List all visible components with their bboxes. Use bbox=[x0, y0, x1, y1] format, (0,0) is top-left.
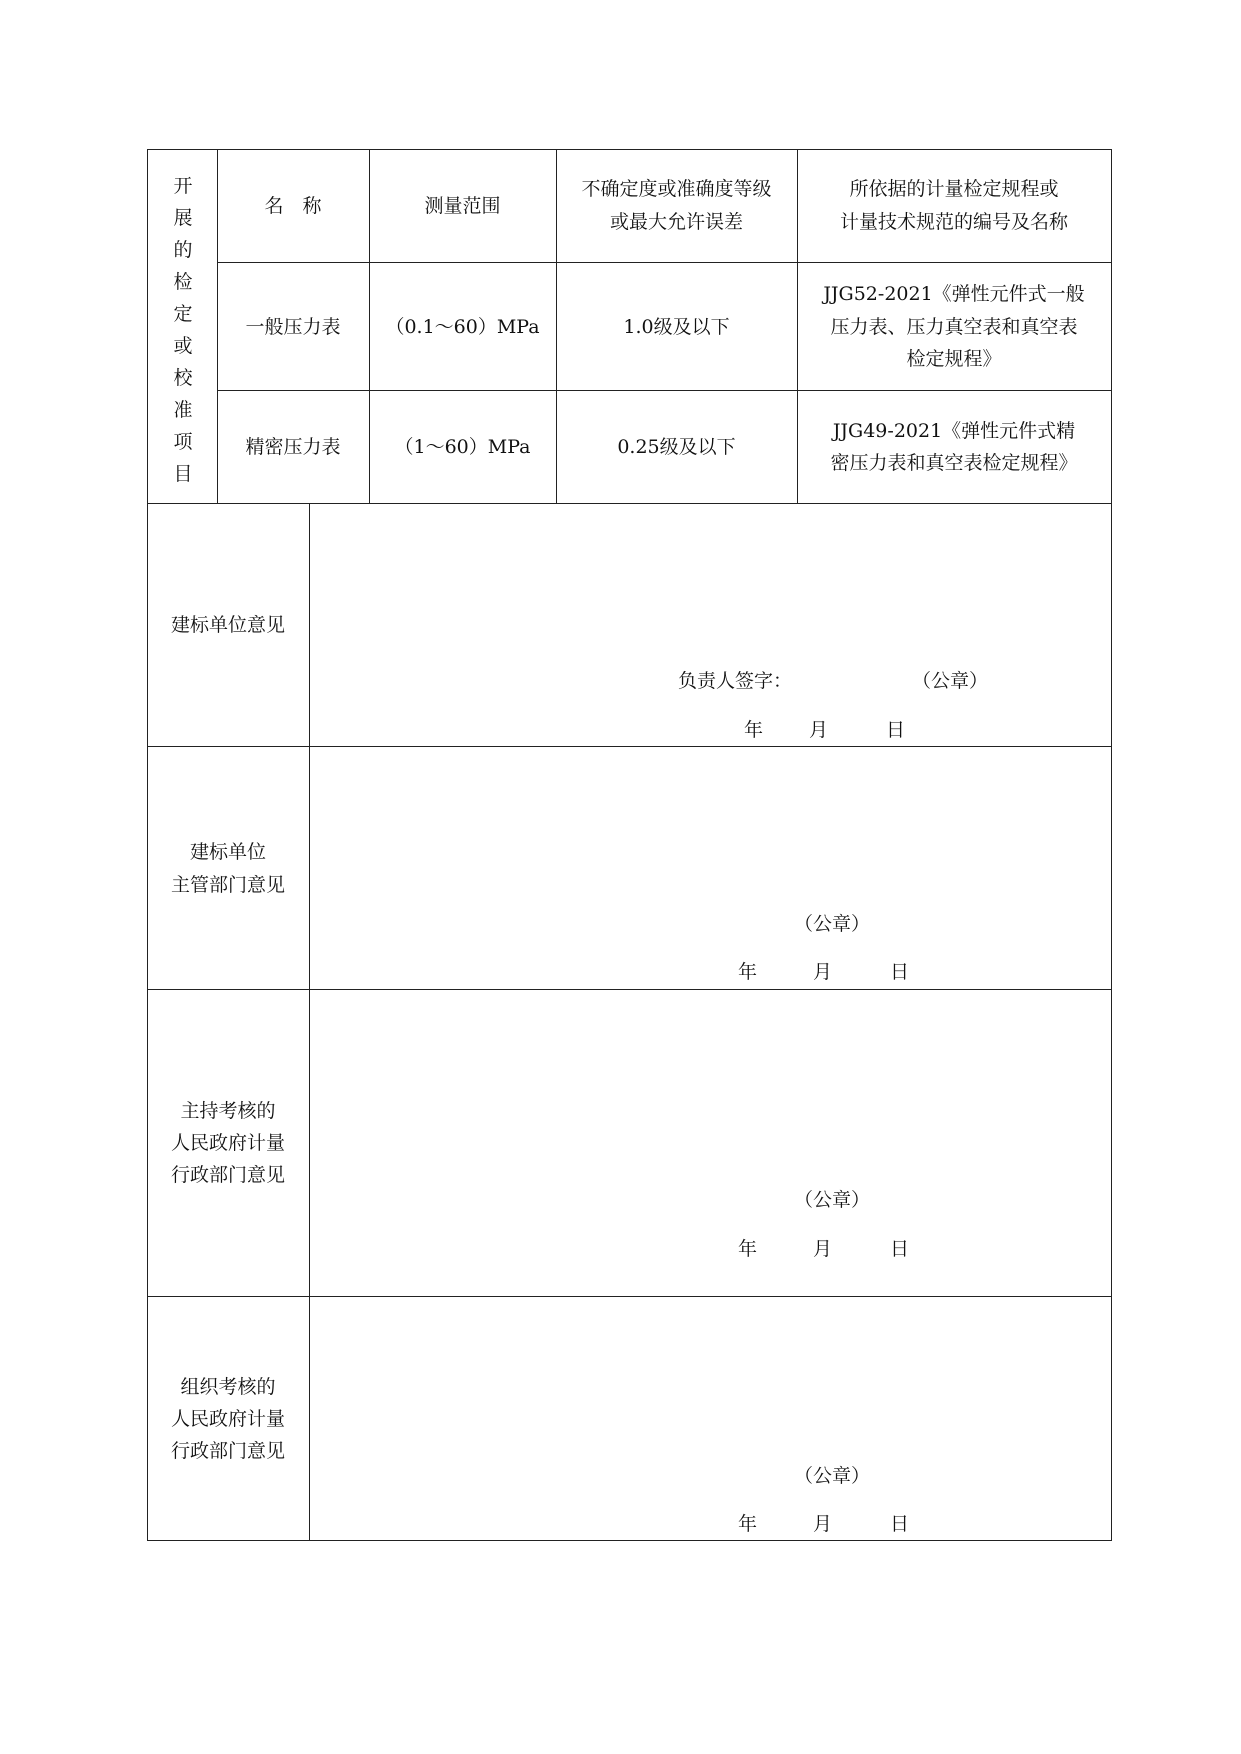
opinion1-month: 月 bbox=[809, 719, 829, 741]
table-border-right bbox=[1111, 149, 1112, 1541]
opinion2-label-line2: 主管部门意见 bbox=[170, 874, 285, 896]
row2-standard-line2: 密压力表和真空表检定规程》 bbox=[830, 452, 1078, 474]
opinion4-seal: （公章） bbox=[794, 1465, 871, 1487]
row-divider bbox=[217, 262, 1112, 263]
side-label-char: 或 bbox=[173, 335, 193, 357]
side-label-char: 校 bbox=[173, 367, 193, 389]
opinion1-label: 建标单位意见 bbox=[170, 614, 285, 636]
header-name: 名 称 bbox=[264, 195, 322, 217]
row2-accuracy: 0.25级及以下 bbox=[617, 436, 736, 458]
opinion3-seal: （公章） bbox=[794, 1189, 871, 1211]
opinion3-day: 日 bbox=[890, 1238, 910, 1260]
header-accuracy-line2: 或最大允许误差 bbox=[609, 211, 743, 233]
section-divider bbox=[147, 1296, 1112, 1297]
opinion4-label-line3: 行政部门意见 bbox=[170, 1440, 285, 1462]
row2-range: （1～60）MPa bbox=[394, 436, 531, 458]
table-border-top bbox=[147, 149, 1112, 150]
opinion1-day: 日 bbox=[886, 719, 906, 741]
opinion3-year: 年 bbox=[738, 1238, 758, 1260]
opinion-column-divider bbox=[309, 503, 310, 1541]
table-border-bottom bbox=[147, 1540, 1112, 1541]
opinion4-month: 月 bbox=[813, 1513, 833, 1535]
row1-standard-line2: 压力表、压力真空表和真空表 bbox=[830, 316, 1078, 338]
row2-name: 精密压力表 bbox=[245, 436, 341, 458]
row-divider bbox=[217, 390, 1112, 391]
row1-standard-line1: JJG52-2021《弹性元件式一般 bbox=[823, 283, 1085, 305]
side-label-char: 定 bbox=[173, 303, 193, 325]
row1-standard-line3: 检定规程》 bbox=[906, 348, 1002, 370]
header-accuracy-line1: 不确定度或准确度等级 bbox=[581, 178, 772, 200]
opinion4-day: 日 bbox=[890, 1513, 910, 1535]
row1-accuracy: 1.0级及以下 bbox=[623, 316, 730, 338]
items-side-label bbox=[149, 170, 217, 490]
opinion2-year: 年 bbox=[738, 961, 758, 983]
side-label-char: 展 bbox=[173, 207, 193, 229]
section-divider bbox=[147, 989, 1112, 990]
opinion3-label-line1: 主持考核的 bbox=[180, 1100, 276, 1122]
row1-range: （0.1～60）MPa bbox=[385, 316, 540, 338]
header-standard-line1: 所依据的计量检定规程或 bbox=[849, 178, 1059, 200]
opinion4-year: 年 bbox=[738, 1513, 758, 1535]
opinion3-label-line2: 人民政府计量 bbox=[170, 1132, 285, 1154]
row2-standard-line1: JJG49-2021《弹性元件式精 bbox=[832, 420, 1076, 442]
opinion1-year: 年 bbox=[744, 719, 764, 741]
header-range: 测量范围 bbox=[424, 195, 501, 217]
side-label-char: 项 bbox=[173, 431, 193, 453]
side-label-char: 开 bbox=[173, 175, 193, 197]
opinion2-day: 日 bbox=[890, 961, 910, 983]
opinion2-month: 月 bbox=[813, 961, 833, 983]
opinion4-label-line2: 人民政府计量 bbox=[170, 1408, 285, 1430]
side-label-char: 的 bbox=[173, 239, 193, 261]
opinion1-signature-label: 负责人签字： bbox=[678, 670, 793, 692]
opinion3-month: 月 bbox=[813, 1238, 833, 1260]
side-label-char: 检 bbox=[173, 271, 193, 293]
opinion1-seal: （公章） bbox=[912, 670, 989, 692]
opinion4-label-line1: 组织考核的 bbox=[180, 1376, 276, 1398]
opinion2-seal: （公章） bbox=[794, 913, 871, 935]
header-standard-line2: 计量技术规范的编号及名称 bbox=[839, 211, 1068, 233]
side-label-char: 目 bbox=[173, 463, 193, 485]
section-divider bbox=[147, 503, 1112, 504]
side-label-char: 准 bbox=[173, 399, 193, 421]
opinion3-label-line3: 行政部门意见 bbox=[170, 1164, 285, 1186]
section-divider bbox=[147, 746, 1112, 747]
opinion2-label-line1: 建标单位 bbox=[189, 841, 266, 863]
row1-name: 一般压力表 bbox=[245, 316, 341, 338]
